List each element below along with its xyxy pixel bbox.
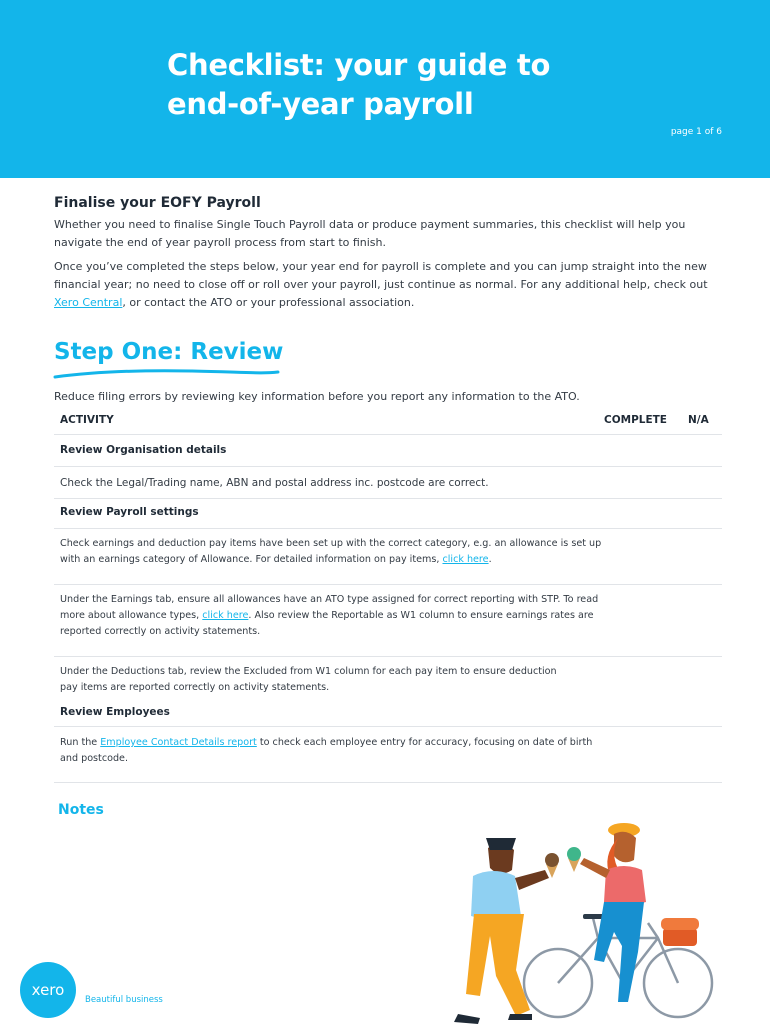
column-header-na: N/A <box>688 414 709 426</box>
divider <box>54 656 722 657</box>
footer-tagline: Beautiful business <box>85 995 163 1005</box>
notes-label: Notes <box>58 802 104 818</box>
divider <box>54 498 722 499</box>
table-row <box>60 536 608 568</box>
row-text: . Also review the Reportable as W1 column to ensure earnings rates are reported correctly on activity statements. <box>60 610 594 637</box>
intro-paragraph-2 <box>54 258 714 312</box>
step-title: Step One: Review <box>54 339 284 365</box>
divider <box>54 434 722 435</box>
section-heading: Finalise your EOFY Payroll <box>54 195 261 211</box>
column-header-complete: COMPLETE <box>604 414 667 426</box>
divider <box>54 584 722 585</box>
table-row <box>60 735 608 767</box>
header-banner <box>0 0 770 178</box>
page-title <box>167 46 687 124</box>
xero-central-link[interactable]: Xero Central <box>54 296 123 309</box>
divider <box>54 466 722 467</box>
step-intro: Reduce filing errors by reviewing key information before you report any information to the ATO. <box>54 390 580 403</box>
column-header-activity: ACTIVITY <box>60 414 114 426</box>
title-line-2: end-of-year payroll <box>167 87 474 121</box>
table-row <box>60 592 608 640</box>
para-text: Once you’ve completed the steps below, your year end for payroll is complete and you can jump straight into the new financial year; no need to close off or roll over your payroll, just continue as normal. For any additional help, check out <box>54 260 708 291</box>
row-text: Run the <box>60 737 101 748</box>
row-text: Check earnings and deduction pay items have been set up with the correct category, e.g. an allowance is set up with an earnings category of Allowance. For detailed information on pay items, <box>60 538 602 565</box>
para-text: , or contact the ATO or your professional association. <box>122 296 415 309</box>
group-payroll-settings: Review Payroll settings <box>60 506 199 518</box>
divider <box>54 782 722 783</box>
xero-logo-icon <box>18 960 78 1020</box>
row-text: to check each employee entry for accuracy, focusing on date of birth and postcode. <box>60 737 593 764</box>
intro-paragraph-1: Whether you need to finalise Single Touch Payroll data or produce payment summaries, this checklist will help you navigate the end of year payroll process from start to finish. <box>54 218 686 249</box>
divider <box>54 726 722 727</box>
group-organisation: Review Organisation details <box>60 444 227 456</box>
people-with-bicycle-illustration-icon <box>418 818 758 1024</box>
employee-contact-report-link[interactable]: Employee Contact Details report <box>100 737 257 748</box>
page-number: page 1 of 6 <box>670 127 722 137</box>
logo-text: xero <box>31 981 65 999</box>
row-text: . <box>488 554 492 565</box>
divider <box>54 528 722 529</box>
brush-underline-icon <box>52 368 282 382</box>
title-line-1: Checklist: your guide to <box>167 48 551 82</box>
pay-items-link[interactable]: click here <box>442 554 489 565</box>
group-employees: Review Employees <box>60 706 170 718</box>
allowance-types-link[interactable]: click here <box>202 610 249 621</box>
table-row: Check the Legal/Trading name, ABN and postal address inc. postcode are correct. <box>60 477 489 489</box>
row-text: Under the Earnings tab, ensure all allowances have an ATO type assigned for correct reporting with STP. To read more about allowance types, <box>60 594 599 621</box>
table-row: Under the Deductions tab, review the Excluded from W1 column for each pay item to ensure deduction pay items are reported correctly on activity statements. <box>60 666 557 693</box>
